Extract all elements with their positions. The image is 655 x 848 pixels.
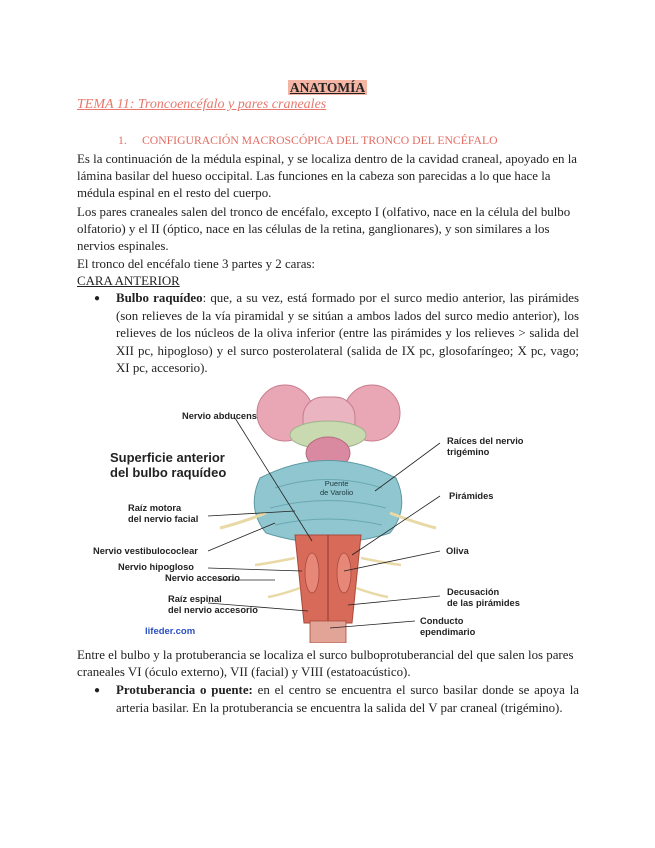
bullet-text [116,682,579,717]
label-hipogloso: Nervio hipogloso [118,562,194,572]
bullet-text [116,290,579,378]
label-conducto [420,616,475,637]
pons-label-line-1: Puente [324,479,349,488]
label-decusacion [447,587,520,608]
cara-anterior-heading: CARA ANTERIOR [77,274,180,288]
paragraph-pares: Los pares craneales salen del tronco de encéfalo, excepto I (olfativo, nace en la célula del bulbo olfatorio) y el II (óptico, nace en las células de la retina, ganglionares), y son similares a los nervios espinales. [77,205,571,253]
label-raiz-espinal-line-1: Raíz espinal [168,594,222,604]
label-trigemino-line-2: trigémino [447,446,490,457]
label-raiz-motora-line-1: Raíz motora [128,503,182,513]
label-raiz-espinal [168,594,258,615]
figure-credit: lifeder.com [145,626,196,637]
bullet-bulbo [77,290,579,378]
figure-title [110,450,226,480]
bullet-dot: ● [94,685,101,696]
bullet-dot: ● [94,293,101,304]
paragraph-intro: Es la continuación de la médula espinal, y se localiza dentro de la cavidad craneal, apoyado en la lámina basilar del hueso occipital. Las funciones en la cabeza son parecidas a lo que hace la médula espinal en el resto del cuerpo. [77,152,578,200]
bullet-term: Bulbo raquídeo [116,291,203,305]
label-piramides: Pirámides [449,491,494,501]
label-conducto-line-2: ependimario [420,626,476,637]
label-trigemino [447,436,523,457]
label-decusacion-line-2: de las pirámides [447,597,520,608]
bullet-term: Protuberancia o puente: [116,683,253,697]
label-raiz-motora-line-2: del nervio facial [128,513,199,524]
document-title: ANATOMÍA [289,80,366,95]
pons-label-line-2: de Varolio [320,488,354,497]
bullet-description: : que, a su vez, está formado por el surco medio anterior, las pirámides (son relieves de la vía piramidal y se sitúan a ambos lados del surco medio anterior), los relieves de los núcleos de la oliva inferior (entre las pirámides y los relieves > salida del XII pc, hipogloso) y el surco posterolateral (salida de IX pc, glosofaríngeo; X pc, vago; XI pc, accesorio). [116,291,579,375]
brainstem-figure [90,383,550,643]
label-trigemino-line-1: Raíces del nervio [447,436,524,446]
bullet-description: en el centro se encuentra el surco basilar donde se apoya la arteria basilar. En la protuberancia se encuentra la salida del V par craneal (trigémino). [116,683,580,715]
label-raiz-espinal-line-2: del nervio accesorio [168,604,258,615]
label-oliva: Oliva [446,546,469,556]
section-heading [118,134,638,147]
section-number: 1. [118,134,127,147]
label-accesorio: Nervio accesorio [165,573,240,583]
label-conducto-line-1: Conducto [420,616,464,626]
label-abducens: Nervio abducens [182,411,257,421]
topic-subtitle: TEMA 11: Troncoencéfalo y pares craneales [77,97,327,112]
document-title-wrapper [0,77,655,96]
figure-title-line-2: del bulbo raquídeo [110,465,227,480]
figure-title-line-1: Superficie anterior [110,450,225,465]
label-vestibulococlear: Nervio vestibulococlear [93,546,198,556]
pons-label [320,479,353,497]
bullet-protuberancia [77,682,579,717]
paragraph-partes: El tronco del encéfalo tiene 3 partes y 2 caras: [77,257,316,271]
paragraph-surco: Entre el bulbo y la protuberancia se localiza el surco bulboprotuberancial del que salen los pares craneales VI (óculo externo), VII (facial) y VIII (estatoacústico). [77,648,574,679]
label-decusacion-line-1: Decusación [447,587,500,597]
section-title: CONFIGURACIÓN MACROSCÓPICA DEL TRONCO DEL ENCÉFALO [142,134,498,147]
label-raiz-motora [128,503,198,524]
